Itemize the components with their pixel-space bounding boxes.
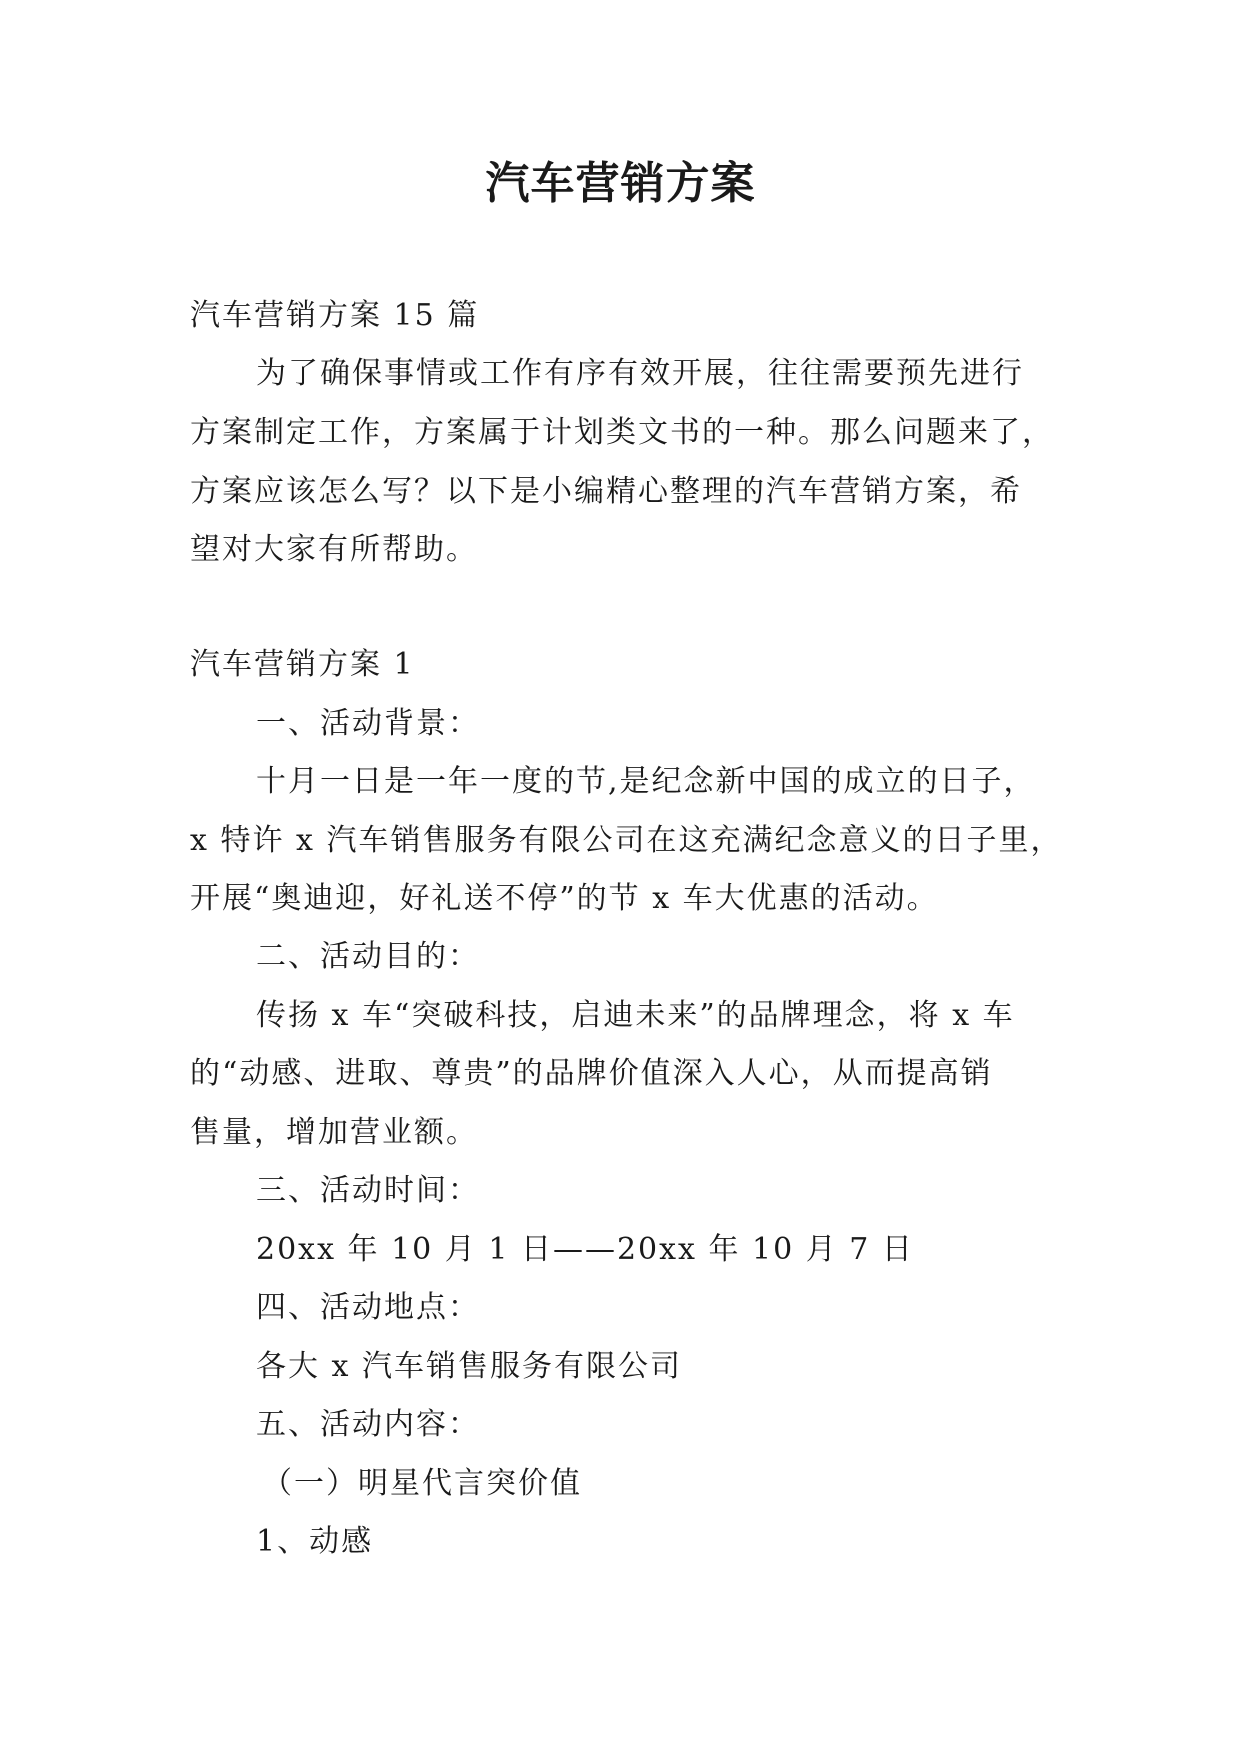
text-line: 传扬 x 车“突破科技，启迪未来”的品牌理念，将 x 车 bbox=[256, 998, 1015, 1033]
text-line: x 特许 x 汽车销售服务有限公司在这充满纪念意义的日子里， bbox=[190, 823, 1063, 858]
text-line: 四、活动地点： bbox=[256, 1290, 480, 1325]
text-line: 一、活动背景： bbox=[256, 706, 480, 741]
text-line: （一）明星代言突价值 bbox=[262, 1466, 582, 1501]
text-line: 十月一日是一年一度的节,是纪念新中国的成立的日子， bbox=[256, 764, 1036, 799]
text-line: 的“动感、进取、尊贵”的品牌价值深入人心，从而提高销 bbox=[190, 1056, 993, 1091]
text-line: 开展“奥迪迎，好礼送不停”的节 x 车大优惠的活动。 bbox=[190, 881, 939, 916]
text-line: 望对大家有所帮助。 bbox=[190, 532, 478, 567]
text-line: 1、动感 bbox=[256, 1524, 374, 1559]
text-line: 售量，增加营业额。 bbox=[190, 1115, 478, 1150]
text-line: 汽车营销方案 15 篇 bbox=[190, 298, 480, 333]
text-line: 二、活动目的： bbox=[256, 939, 480, 974]
document-title: 汽车营销方案 bbox=[485, 158, 756, 209]
text-line: 五、活动内容： bbox=[256, 1407, 480, 1442]
text-line: 汽车营销方案 1 bbox=[190, 647, 415, 682]
text-line: 各大 x 汽车销售服务有限公司 bbox=[256, 1349, 682, 1384]
text-line: 方案制定工作，方案属于计划类文书的一种。那么问题来了， bbox=[190, 415, 1054, 450]
text-line: 方案应该怎么写？以下是小编精心整理的汽车营销方案，希 bbox=[190, 474, 1022, 509]
text-line: 三、活动时间： bbox=[256, 1173, 480, 1208]
text-line: 为了确保事情或工作有序有效开展，往往需要预先进行 bbox=[256, 356, 1024, 391]
text-line: 20xx 年 10 月 1 日——20xx 年 10 月 7 日 bbox=[256, 1232, 914, 1267]
